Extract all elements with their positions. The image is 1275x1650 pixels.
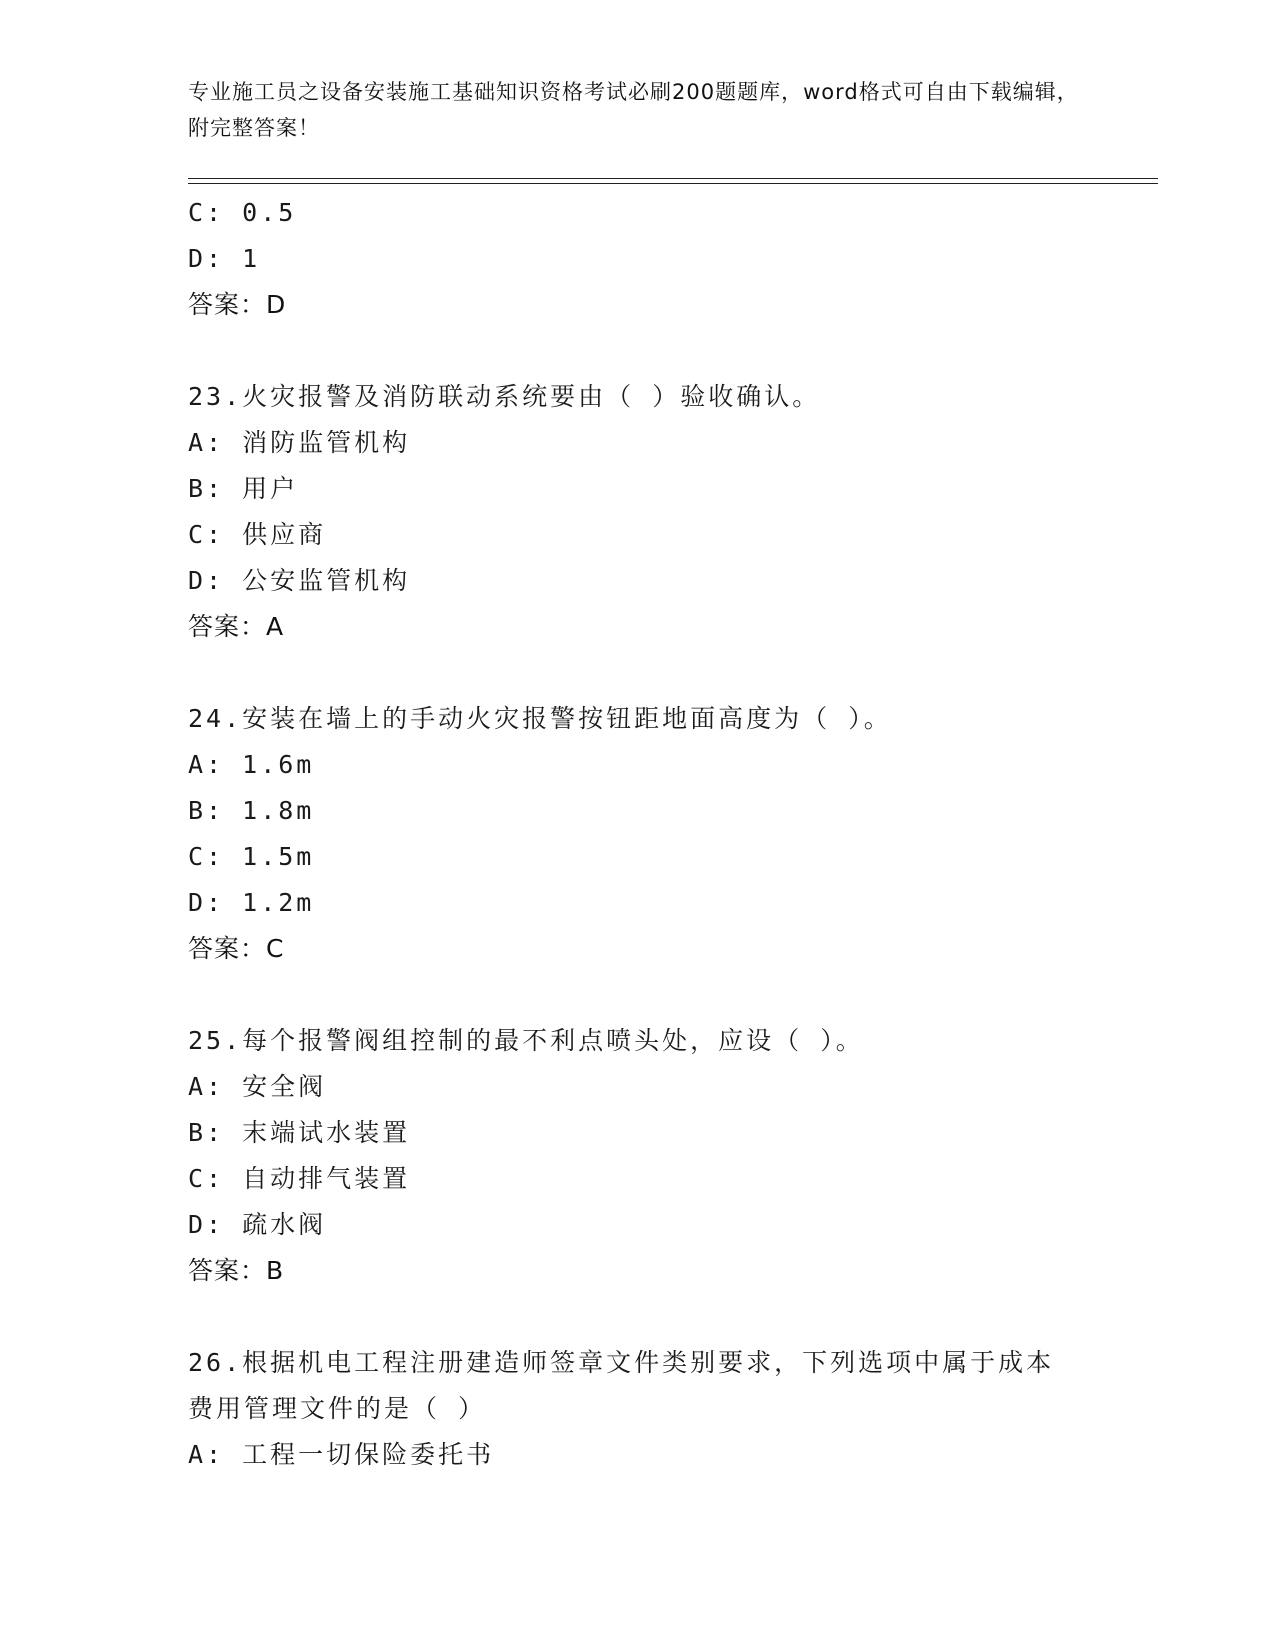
option-d: D: 疏水阀 bbox=[188, 1210, 327, 1239]
question-stem: 24.安装在墙上的手动火灾报警按钮距地面高度为（ ）。 bbox=[188, 704, 892, 733]
question-list bbox=[188, 190, 1088, 1478]
question-stem: 23.火灾报警及消防联动系统要由（ ）验收确认。 bbox=[188, 382, 821, 411]
option-a: A: 安全阀 bbox=[188, 1072, 327, 1101]
option-b: B: 1.8m bbox=[188, 796, 315, 825]
spacer bbox=[188, 650, 1088, 696]
answer-label: 答案：D bbox=[188, 290, 287, 319]
option-a: A: 消防监管机构 bbox=[188, 428, 411, 457]
header-divider-bottom bbox=[188, 183, 1158, 184]
option-a: A: 1.6m bbox=[188, 750, 315, 779]
option-a: A: 工程一切保险委托书 bbox=[188, 1440, 495, 1469]
document-header: 专业施工员之设备安装施工基础知识资格考试必刷200题题库，word格式可自由下载编辑，附完整答案！ bbox=[188, 80, 1079, 140]
option-b: B: 末端试水装置 bbox=[188, 1118, 411, 1147]
option-d: D: 1.2m bbox=[188, 888, 315, 917]
option-d: D: 1 bbox=[188, 244, 261, 273]
answer-label: 答案：B bbox=[188, 1256, 285, 1285]
option-d: D: 公安监管机构 bbox=[188, 566, 411, 595]
question-stem: 26.根据机电工程注册建造师签章文件类别要求，下列选项中属于成本费用管理文件的是（ ） bbox=[188, 1348, 1055, 1423]
answer-label: 答案：A bbox=[188, 612, 285, 641]
answer-label: 答案：C bbox=[188, 934, 285, 963]
option-c: C: 1.5m bbox=[188, 842, 315, 871]
option-c: C: 0.5 bbox=[188, 198, 297, 227]
spacer bbox=[188, 328, 1088, 374]
question-stem: 25.每个报警阀组控制的最不利点喷头处，应设（ ）。 bbox=[188, 1026, 864, 1055]
spacer bbox=[188, 972, 1088, 1018]
option-b: B: 用户 bbox=[188, 474, 299, 503]
option-c: C: 供应商 bbox=[188, 520, 327, 549]
option-c: C: 自动排气装置 bbox=[188, 1164, 411, 1193]
header-divider-top bbox=[188, 178, 1158, 179]
spacer bbox=[188, 1294, 1088, 1340]
